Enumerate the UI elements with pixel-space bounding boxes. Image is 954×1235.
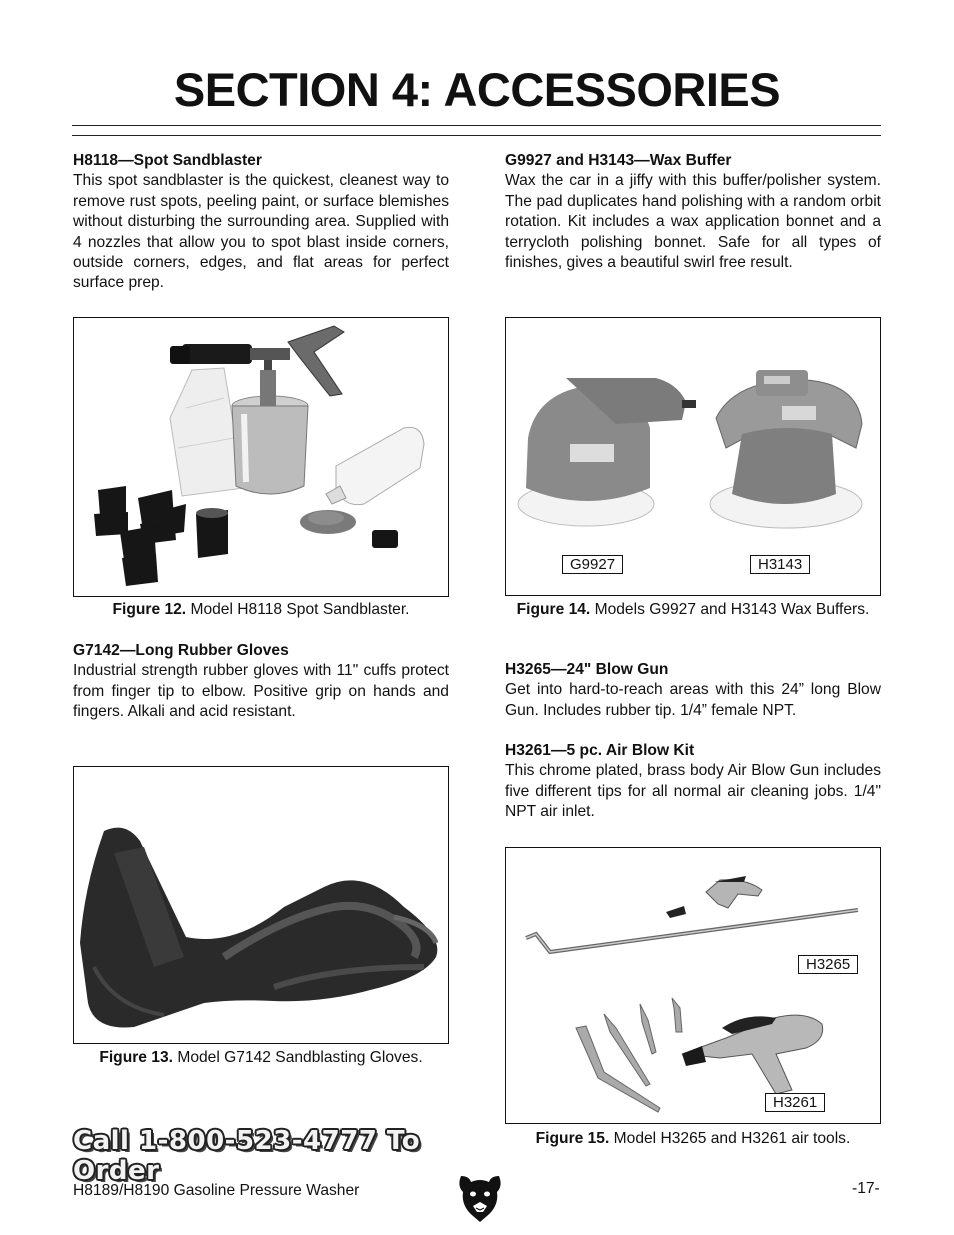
figure-14-tag-h3143: H3143 bbox=[750, 555, 810, 574]
blowgun-heading: H3265—24" Blow Gun bbox=[505, 661, 669, 678]
figure-14-text: Models G9927 and H3143 Wax Buffers. bbox=[590, 601, 870, 618]
buffers-illustration bbox=[506, 318, 879, 594]
figure-13-text: Model G7142 Sandblasting Gloves. bbox=[173, 1049, 423, 1066]
buffer-section bbox=[505, 151, 881, 273]
figure-12-image bbox=[73, 317, 449, 597]
figure-14-caption bbox=[505, 600, 881, 620]
figure-15-label: Figure 15. bbox=[535, 1130, 610, 1147]
blowgun-body: Get into hard-to-reach areas with this 24” long Blow Gun. Includes rubber tip. 1/4” female NPT. bbox=[505, 681, 881, 719]
sandblaster-illustration bbox=[74, 318, 447, 595]
figure-12-caption bbox=[73, 600, 449, 620]
figure-15-text: Model H3265 and H3261 air tools. bbox=[609, 1130, 851, 1147]
sandblaster-heading: H8118—Spot Sandblaster bbox=[73, 152, 262, 169]
title-rule-top bbox=[72, 125, 881, 126]
figure-15-caption bbox=[505, 1129, 881, 1149]
sandblaster-body: This spot sandblaster is the quickest, cleanest way to remove rust spots, peeling paint, or surface blemishes without disturbing the surrounding area. Supplied with 4 nozzles that allow you to spot blast inside corners, outside corners, edges, and flat areas for perfect surface prep. bbox=[73, 172, 449, 292]
bear-logo-icon bbox=[455, 1172, 505, 1224]
air-tools-illustration bbox=[506, 848, 879, 1122]
gloves-illustration bbox=[74, 767, 447, 1042]
airkit-section bbox=[505, 741, 881, 823]
gloves-section bbox=[73, 641, 449, 723]
figure-14-label: Figure 14. bbox=[516, 601, 591, 618]
airkit-heading: H3261—5 pc. Air Blow Kit bbox=[505, 742, 695, 759]
footer-manual-title: H8189/H8190 Gasoline Pressure Washer bbox=[73, 1182, 360, 1199]
page-title: SECTION 4: ACCESSORIES bbox=[173, 63, 781, 116]
figure-13-label: Figure 13. bbox=[99, 1049, 173, 1066]
page-number: -17- bbox=[852, 1180, 880, 1197]
buffer-heading: G9927 and H3143—Wax Buffer bbox=[505, 152, 732, 169]
figure-13-image bbox=[73, 766, 449, 1044]
order-phone-line: Call 1-800-523-4777 To Order bbox=[73, 1126, 421, 1186]
figure-15-tag-h3265: H3265 bbox=[798, 955, 858, 974]
figure-13-caption bbox=[73, 1048, 449, 1068]
title-rule-bottom bbox=[72, 135, 881, 136]
buffer-body: Wax the car in a jiffy with this buffer/polisher system. The pad duplicates hand polishing with a random orbit rotation. Kit includes a wax application bonnet and a terrycloth polishing bonnet. Safe for all types of finishes, gives a beautiful swirl free result. bbox=[505, 172, 881, 272]
figure-12-text: Model H8118 Spot Sandblaster. bbox=[186, 601, 410, 618]
figure-14-tag-g9927: G9927 bbox=[562, 555, 623, 574]
gloves-body: Industrial strength rubber gloves with 11" cuffs protect from finger tip to elbow. Positive grip on hands and fingers. Alkali and acid resistant. bbox=[73, 662, 449, 721]
figure-15-image bbox=[505, 847, 881, 1124]
blowgun-section bbox=[505, 660, 881, 721]
sandblaster-section bbox=[73, 151, 449, 294]
gloves-heading: G7142—Long Rubber Gloves bbox=[73, 642, 289, 659]
figure-12-label: Figure 12. bbox=[112, 601, 187, 618]
airkit-body: This chrome plated, brass body Air Blow Gun includes five different tips for all normal air cleaning jobs. 1/4" NPT air inlet. bbox=[505, 762, 881, 821]
figure-15-tag-h3261: H3261 bbox=[765, 1093, 825, 1112]
